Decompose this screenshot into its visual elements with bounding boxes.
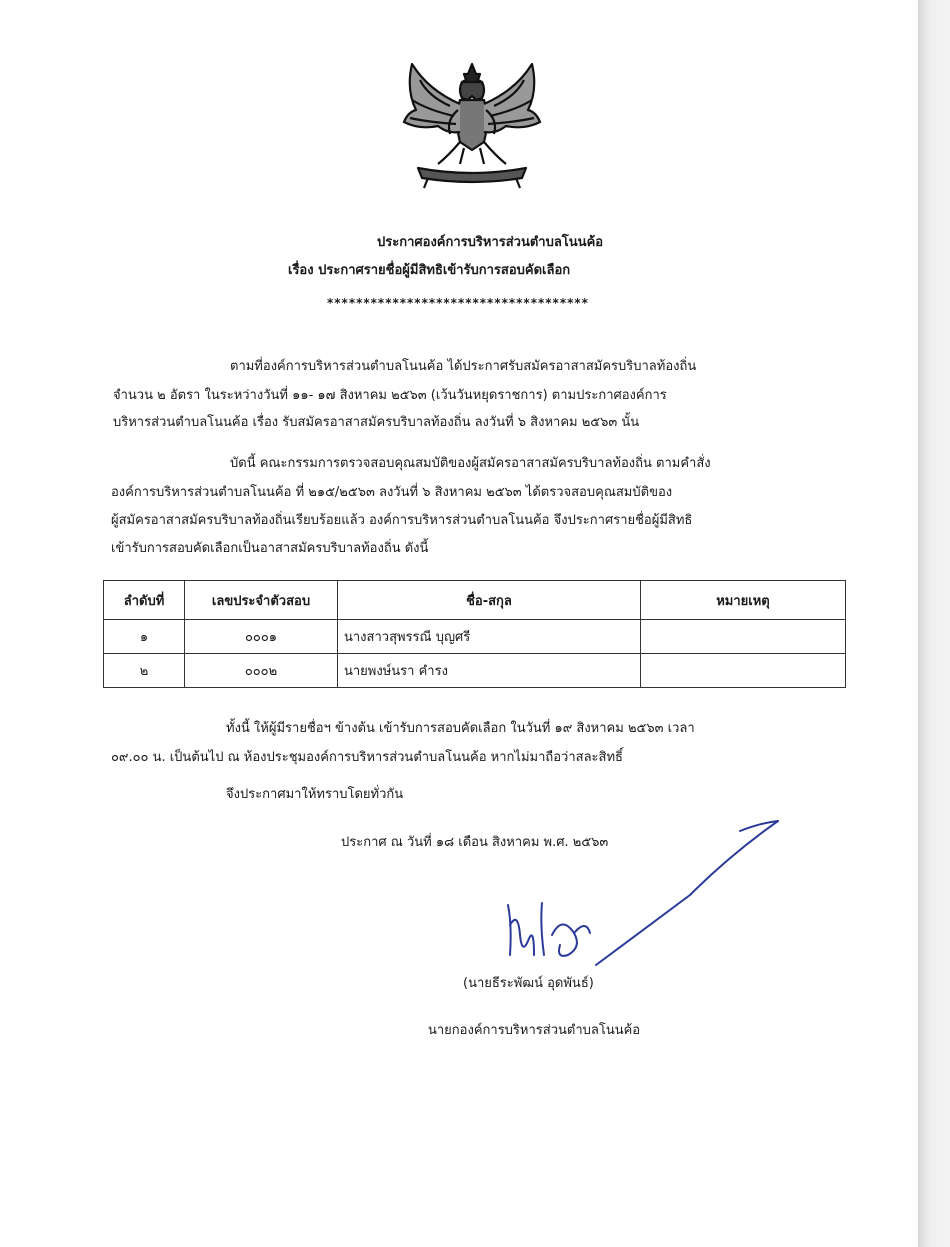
header-order: ลำดับที่ xyxy=(104,581,185,620)
page-edge-shadow xyxy=(918,0,950,1247)
paragraph-1-line-2: จำนวน ๒ อัตรา ในระหว่างวันที่ ๑๑- ๑๗ สิงหาคม ๒๕๖๓ (เว้นวันหยุดราชการ) ตามประกาศองค์การ xyxy=(113,388,667,403)
announcement-date: ประกาศ ณ วันที่ ๑๘ เดือน สิงหาคม พ.ศ. ๒๕๖๓ xyxy=(341,835,609,850)
table-row xyxy=(104,620,846,654)
paragraph-1-line-3: บริหารส่วนตำบลโนนค้อ เรื่อง รับสมัครอาสาสมัครบริบาลท้องถิ่น ลงวันที่ ๖ สิงหาคม ๒๕๖๓ นั้น xyxy=(113,415,640,430)
cell-remark xyxy=(641,654,846,688)
paragraph-1-line-1: ตามที่องค์การบริหารส่วนตำบลโนนค้อ ได้ประกาศรับสมัครอาสาสมัครบริบาลท้องถิ่น xyxy=(230,359,697,374)
header-exam-id: เลขประจำตัวสอบ xyxy=(185,581,338,620)
paragraph-2-line-3: ผู้สมัครอาสาสมัครบริบาลท้องถิ่นเรียบร้อยแล้ว องค์การบริหารส่วนตำบลโนนค้อ จึงประกาศรายชื่อผู้มีสิทธิ xyxy=(111,513,693,528)
paragraph-2-line-4: เข้ารับการสอบคัดเลือกเป็นอาสาสมัครบริบาลท้องถิ่น ดังนี้ xyxy=(111,541,429,556)
announcement-subject: เรื่อง ประกาศรายชื่อผู้มีสิทธิเข้ารับการสอบคัดเลือก xyxy=(288,263,571,278)
paragraph-2-line-2: องค์การบริหารส่วนตำบลโนนค้อ ที่ ๒๑๕/๒๕๖๓ ลงวันที่ ๖ สิงหาคม ๒๕๖๓ ได้ตรวจสอบคุณสมบัติของ xyxy=(111,485,673,500)
separator-line: ************************************ xyxy=(327,296,589,310)
cell-name: นางสาวสุพรรณี บุญศรี xyxy=(338,620,641,654)
cell-name: นายพงษ์นรา คำรง xyxy=(338,654,641,688)
closing-line: จึงประกาศมาให้ทราบโดยทั่วกัน xyxy=(226,787,404,802)
candidate-table xyxy=(103,580,846,688)
signer-position: นายกองค์การบริหารส่วนตำบลโนนค้อ xyxy=(428,1023,641,1038)
paragraph-3-line-2: ๐๙.๐๐ น. เป็นต้นไป ณ ห้องประชุมองค์การบริหารส่วนตำบลโนนค้อ หากไม่มาถือว่าสละสิทธิ์ xyxy=(111,750,623,765)
cell-order: ๒ xyxy=(104,654,185,688)
paragraph-3-line-1: ทั้งนี้ ให้ผู้มีรายชื่อฯ ข้างต้น เข้ารับการสอบคัดเลือก ในวันที่ ๑๙ สิงหาคม ๒๕๖๓ เวลา xyxy=(226,721,695,736)
table-header-row xyxy=(104,581,846,620)
garuda-emblem xyxy=(398,60,546,192)
announcement-title: ประกาศองค์การบริหารส่วนตำบลโนนค้อ xyxy=(377,235,604,250)
header-remark: หมายเหตุ xyxy=(641,581,846,620)
handwritten-signature xyxy=(490,815,790,975)
signer-name: (นายธีระพัฒน์ อุดพันธ์) xyxy=(463,976,594,991)
header-name: ชื่อ-สกุล xyxy=(338,581,641,620)
cell-order: ๑ xyxy=(104,620,185,654)
paragraph-2-line-1: บัดนี้ คณะกรรมการตรวจสอบคุณสมบัติของผู้สมัครอาสาสมัครบริบาลท้องถิ่น ตามคำสั่ง xyxy=(230,456,711,471)
cell-remark xyxy=(641,620,846,654)
cell-exam-id: ๐๐๐๑ xyxy=(185,620,338,654)
table-row xyxy=(104,654,846,688)
cell-exam-id: ๐๐๐๒ xyxy=(185,654,338,688)
